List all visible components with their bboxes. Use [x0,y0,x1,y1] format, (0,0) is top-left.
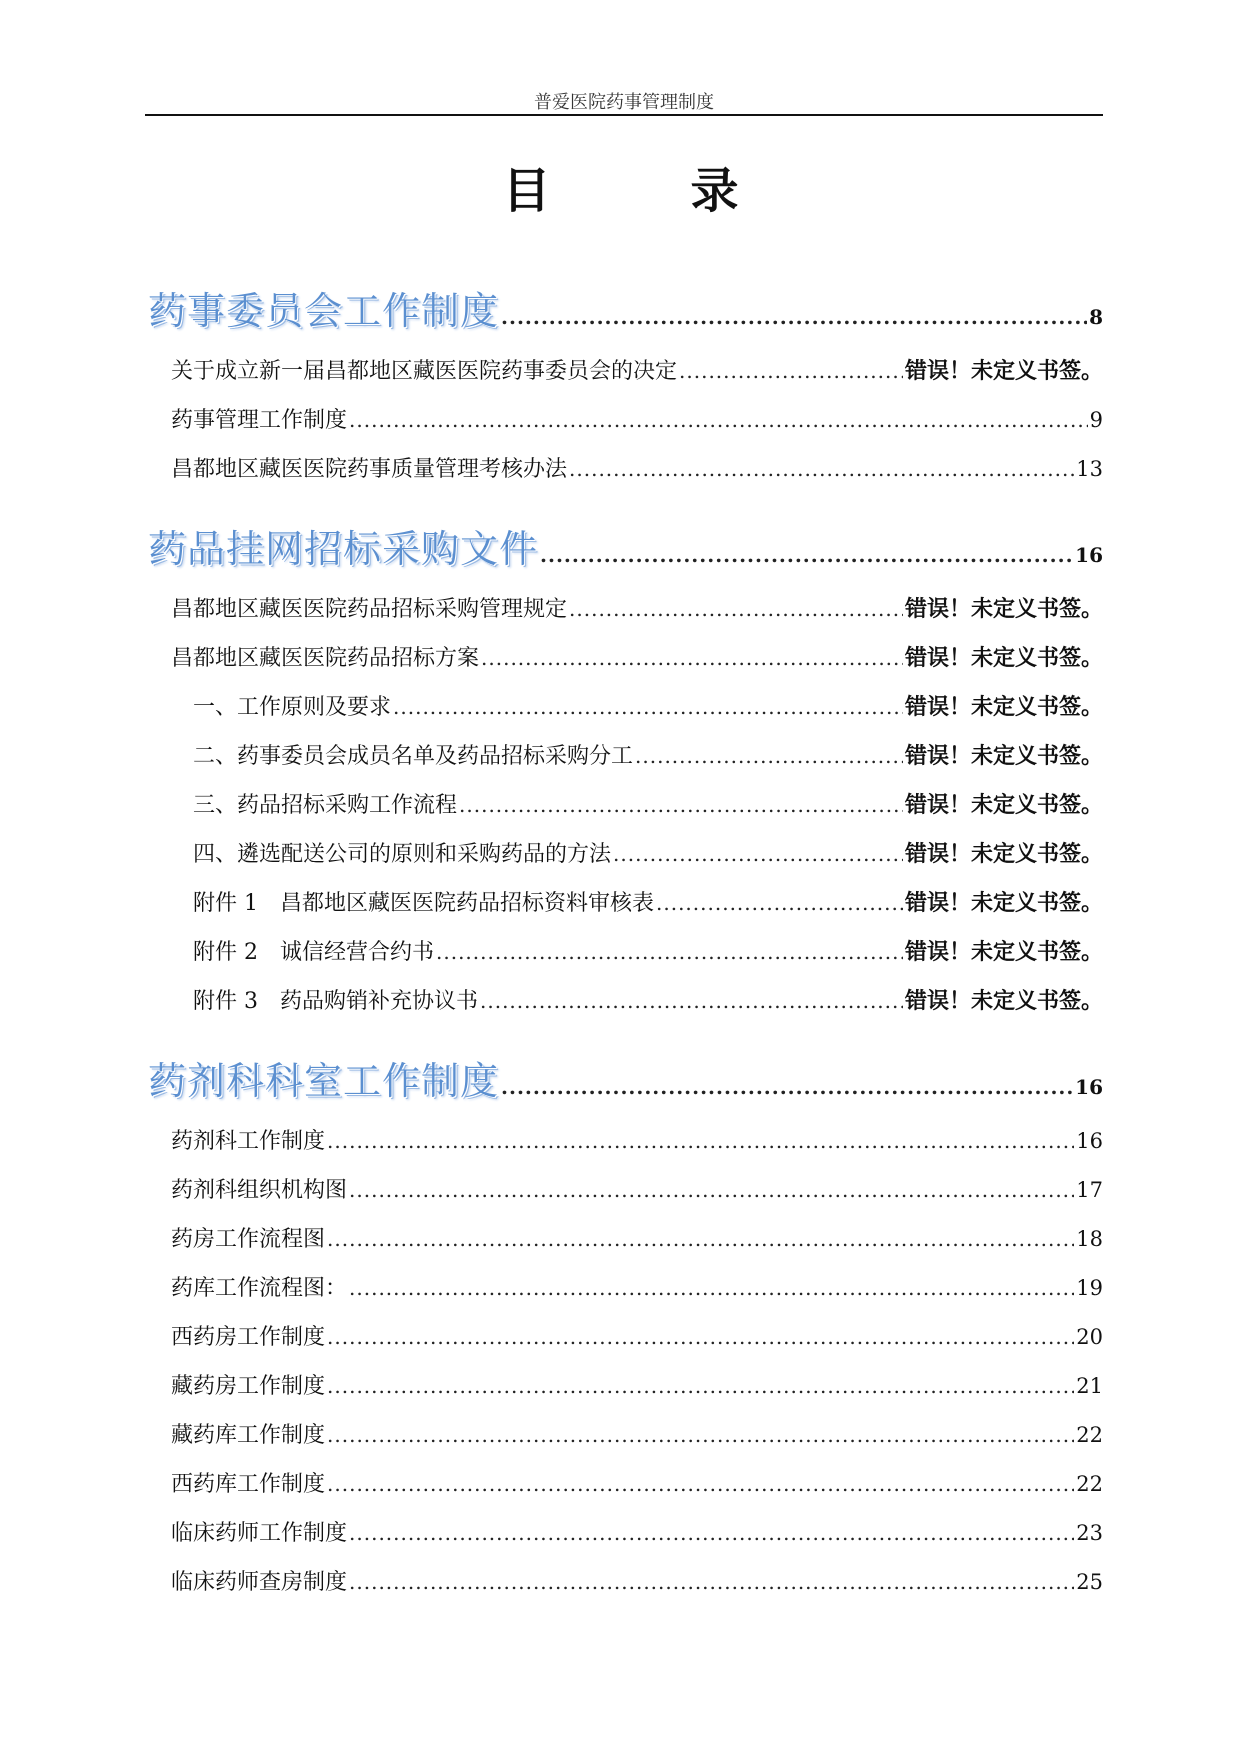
toc-entry-2-1-label: 药剂科组织机构图 [171,1178,348,1203]
toc-entry-1-1-page: 错误！未定义书签。 [904,646,1103,671]
toc-entry-2-9-leader [349,1570,1074,1594]
toc-entry-1-8[interactable] [193,984,1103,1015]
toc-section-1-label: 药品挂网招标采购文件 [148,527,539,571]
toc-entry-1-2-page: 错误！未定义书签。 [904,695,1103,720]
toc-section-0[interactable] [148,280,1103,335]
toc-entry-1-3[interactable] [193,739,1103,770]
toc-entry-2-3-page: 19 [1076,1276,1103,1300]
toc-entry-1-0[interactable] [171,592,1103,623]
toc-entry-2-2-page: 18 [1076,1227,1103,1251]
toc-entry-1-6-page: 错误！未定义书签。 [904,891,1103,916]
toc-entry-2-8-label: 临床药师工作制度 [171,1521,348,1546]
toc-entry-2-6-leader [327,1423,1074,1447]
toc-entry-0-2-label: 昌都地区藏医医院药事质量管理考核办法 [171,457,568,482]
toc-section-2-leader [501,1075,1073,1099]
toc-entry-2-7-label: 西药库工作制度 [171,1472,326,1497]
toc-entry-1-2-leader [393,695,903,719]
toc-entry-1-4[interactable] [193,788,1103,819]
toc-entry-2-3[interactable] [171,1271,1103,1302]
toc-entry-1-5-leader [613,842,903,866]
toc-entry-2-5-leader [327,1374,1074,1398]
toc-entry-2-0[interactable] [171,1124,1103,1155]
toc-entry-1-8-page: 错误！未定义书签。 [904,989,1103,1014]
toc-entry-2-6-page: 22 [1076,1423,1103,1447]
toc-section-1[interactable] [148,518,1103,573]
toc-entry-2-4-leader [327,1325,1074,1349]
toc-entry-2-1-leader [349,1178,1074,1202]
toc-entry-2-1-page: 17 [1076,1178,1103,1202]
toc-entry-2-3-label: 药库工作流程图： [171,1276,348,1301]
toc-entry-2-2-label: 药房工作流程图 [171,1227,326,1252]
toc-entry-0-0-leader [679,359,903,383]
toc-section-2-page: 16 [1075,1075,1103,1099]
toc-entry-1-4-page: 错误！未定义书签。 [904,793,1103,818]
toc-entry-1-4-label: 三、药品招标采购工作流程 [193,793,458,818]
toc-entry-1-8-leader [480,989,903,1013]
page-header: 普爱医院药事管理制度 [534,92,714,113]
toc-entry-2-0-label: 药剂科工作制度 [171,1129,326,1154]
toc-entry-1-0-label: 昌都地区藏医医院药品招标采购管理规定 [171,597,568,622]
toc-entry-0-2-page: 13 [1076,457,1103,481]
toc-entry-1-1-label: 昌都地区藏医医院药品招标方案 [171,646,480,671]
toc-entry-2-5[interactable] [171,1369,1103,1400]
toc-entry-0-0-label: 关于成立新一届昌都地区藏医医院药事委员会的决定 [171,359,678,384]
toc-entry-0-0-page: 错误！未定义书签。 [904,359,1103,384]
toc-section-0-leader [501,305,1087,329]
toc-section-2[interactable] [148,1050,1103,1105]
toc-entry-0-2-leader [569,457,1074,481]
toc-entry-2-0-leader [327,1129,1074,1153]
toc-entry-0-1-leader [349,408,1088,432]
toc-section-0-label: 药事委员会工作制度 [148,289,500,333]
toc-entry-2-8[interactable] [171,1516,1103,1547]
toc-section-0-page: 8 [1089,305,1103,329]
toc-entry-1-3-label: 二、药事委员会成员名单及药品招标采购分工 [193,744,634,769]
toc-entry-1-8-label: 附件 3 药品购销补充协议书 [193,989,478,1014]
toc-entry-0-2[interactable] [171,452,1103,483]
toc-entry-2-1[interactable] [171,1173,1103,1204]
toc-entry-1-2[interactable] [193,690,1103,721]
toc-entry-2-4[interactable] [171,1320,1103,1351]
toc-entry-1-0-leader [569,597,903,621]
toc-entry-1-5-page: 错误！未定义书签。 [904,842,1103,867]
toc-entry-0-0[interactable] [171,354,1103,385]
toc-section-1-leader [540,543,1073,567]
toc-title: 目录 [502,163,879,219]
toc-entry-2-7-page: 22 [1076,1472,1103,1496]
toc-entry-1-1[interactable] [171,641,1103,672]
toc-entry-1-2-label: 一、工作原则及要求 [193,695,392,720]
toc-entry-2-8-page: 23 [1076,1521,1103,1545]
toc-entry-2-9[interactable] [171,1565,1103,1596]
toc-entry-0-1-label: 药事管理工作制度 [171,408,348,433]
toc-entry-2-8-leader [349,1521,1074,1545]
toc-entry-1-7-label: 附件 2 诚信经营合约书 [193,940,434,965]
toc-entry-1-3-leader [635,744,903,768]
toc-entry-2-9-page: 25 [1076,1570,1103,1594]
toc-entry-1-7[interactable] [193,935,1103,966]
toc-entry-1-1-leader [481,646,903,670]
toc-entry-1-4-leader [459,793,903,817]
toc-entry-1-6-leader [656,891,903,915]
toc-section-2-label: 药剂科科室工作制度 [148,1059,500,1103]
toc-entry-2-5-label: 藏药房工作制度 [171,1374,326,1399]
toc-entry-2-7-leader [327,1472,1074,1496]
toc-entry-1-7-page: 错误！未定义书签。 [904,940,1103,965]
toc-entry-2-7[interactable] [171,1467,1103,1498]
toc-entry-0-1[interactable] [171,403,1103,434]
toc-entry-2-2-leader [327,1227,1074,1251]
toc-entry-2-6[interactable] [171,1418,1103,1449]
toc-entry-2-4-page: 20 [1076,1325,1103,1349]
toc-entry-1-7-leader [436,940,903,964]
toc-entry-1-3-page: 错误！未定义书签。 [904,744,1103,769]
toc-entry-1-0-page: 错误！未定义书签。 [904,597,1103,622]
toc-entry-0-1-page: 9 [1089,408,1103,432]
toc-entry-2-2[interactable] [171,1222,1103,1253]
toc-entry-1-6[interactable] [193,886,1103,917]
toc-entry-2-6-label: 藏药库工作制度 [171,1423,326,1448]
toc-entry-2-3-leader [349,1276,1074,1300]
toc-section-1-page: 16 [1075,543,1103,567]
toc-entry-1-5[interactable] [193,837,1103,868]
toc-entry-1-5-label: 四、遴选配送公司的原则和采购药品的方法 [193,842,612,867]
toc-entry-2-0-page: 16 [1076,1129,1103,1153]
toc-entry-1-6-label: 附件 1 昌都地区藏医医院药品招标资料审核表 [193,891,654,916]
toc-entry-2-4-label: 西药房工作制度 [171,1325,326,1350]
toc-entry-2-9-label: 临床药师查房制度 [171,1570,348,1595]
toc-entry-2-5-page: 21 [1076,1374,1103,1398]
